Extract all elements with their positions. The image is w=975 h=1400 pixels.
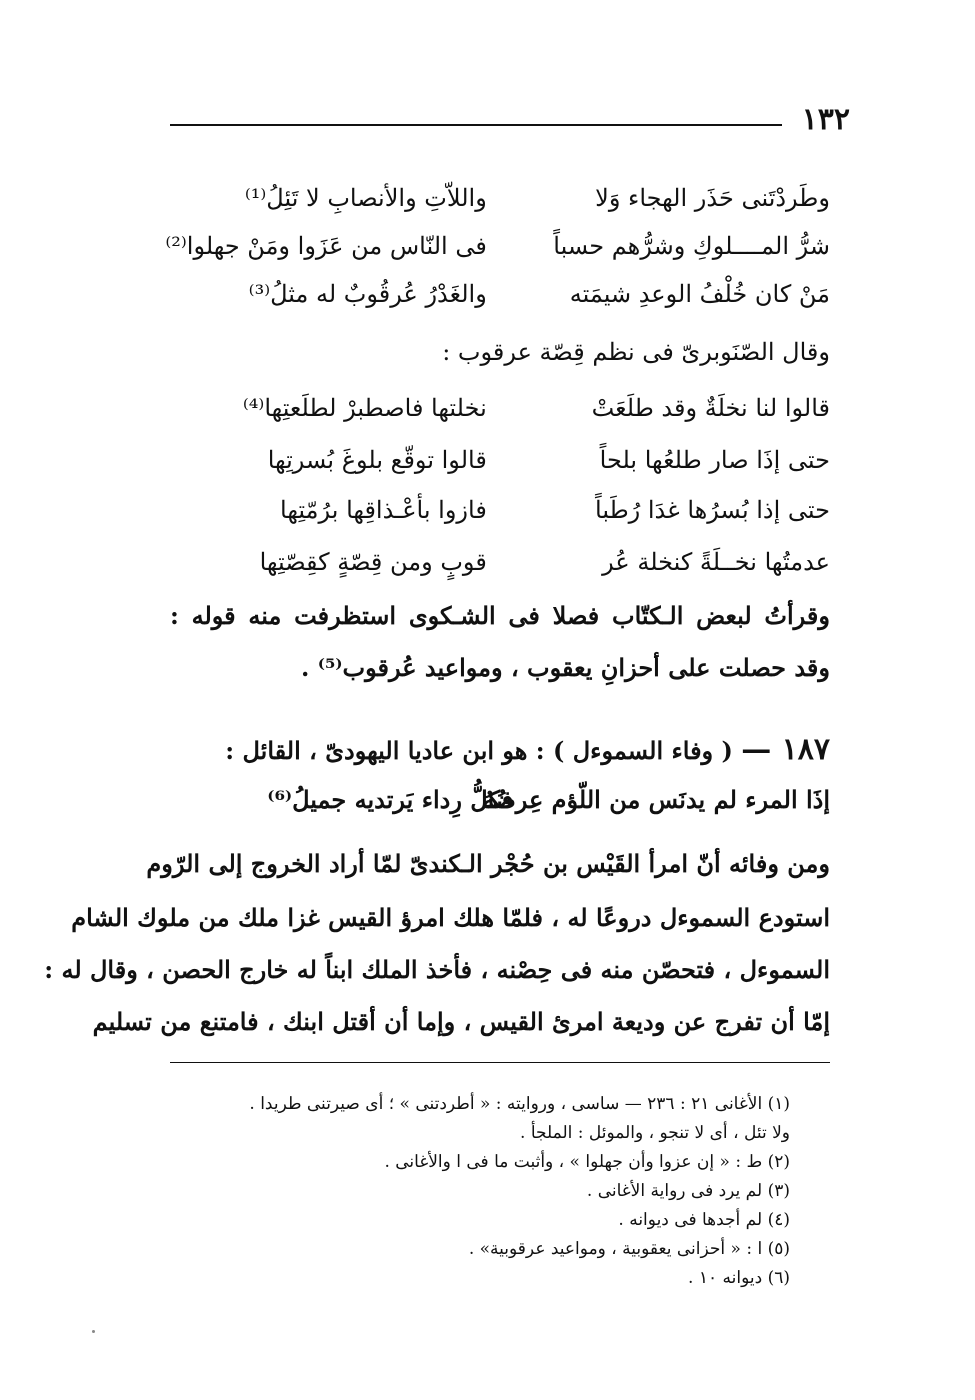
footnote: (٤) لم أجدها فى ديوانه . — [618, 1210, 790, 1230]
footnote: (٢) ط : « إن عزوا وأن جهلوا » ، وأثبت ما فى ا والأغانى . — [384, 1152, 790, 1172]
verse-first-hemistich: عدمتُها نخــلَةً كنخلة عُر — [602, 548, 830, 576]
verse-second-hemistich: قالوا توقّع بلوغَ بُسرتِها — [267, 446, 487, 474]
footnotes — [170, 1090, 790, 1293]
entry-heading — [170, 728, 830, 773]
page-number: ١٣٢ — [801, 102, 850, 137]
verse — [170, 438, 830, 484]
verse — [170, 778, 830, 824]
verse-first-hemistich: مَنْ كان خُلْفُ الوعدِ شيمَته — [569, 280, 830, 308]
verse-first-hemistich: شرُّ المــــلوكِ وشرُّهم حسباً — [553, 232, 830, 260]
verse-second-hemistich: قوبٍ ومن قِصّةٍ كقِصّتِها — [259, 548, 487, 576]
paragraph-line: استودع السموءل دروعًا له ، فلمّا هلك امرؤ القيس غزا ملك من ملوك الشام — [71, 903, 830, 932]
footnote: ولا تئل ، أى لا تنجو ، والموئل : الملجأ . — [520, 1123, 790, 1143]
entry-number: ١٨٧ — — [741, 732, 830, 767]
verse — [170, 540, 830, 586]
header-rule — [170, 124, 782, 126]
verse-second-hemistich: واللاّتِ والأنصابِ لا تَئِلُ⁽¹⁾ — [244, 184, 487, 212]
verse — [170, 176, 830, 222]
verse-second-hemistich: والغَدْرُ عُرقُوبٌ له مثلُ⁽³⁾ — [248, 280, 487, 308]
verse — [170, 386, 830, 432]
verse — [170, 272, 830, 318]
paragraph-line: إمّا أن تفرج عن وديعة امرئ القيس ، وإما أن أقتل ابنك ، فامتنع من تسليم — [92, 1007, 830, 1036]
verse-second-hemistich: نخلتها فاصطبرْ لطلَعتِها⁽⁴⁾ — [242, 394, 487, 422]
paragraph-line: السموءل ، فتحصّن منه فى حِصْنه ، فأخذ الملك ابناً له خارج الحصن ، وقال له : — [44, 955, 830, 984]
footnote: (٣) لم يرد فى رواية الأغانى . — [586, 1181, 790, 1201]
footnote: (٦) ديوانه ١٠ . — [688, 1268, 790, 1288]
verse — [165, 224, 830, 270]
paragraph: وقرأتُ لبعض الـكتّاب فصلا فى الشـكوى استظرفت منه قوله : وقد حصلت على أحزانِ يعقوب ، ومواعيد عُرقوب⁽⁵⁾ . — [170, 601, 830, 682]
paragraph-line: ومن وفائه أنّ امرأ القَيْس بن حُجْر الـكندىّ لمّا أراد الخروج إلى الرّوم — [146, 849, 830, 878]
footnote: (٥) ا : « أحزانى يعقوبية ، ومواعيد عرقوبية» . — [468, 1239, 790, 1259]
intro-line: وقال الصّنَوبرىّ فى نظم قِصّة عرقوب : — [442, 338, 830, 366]
verse-second-hemistich: فى النّاس من عَزَوا ومَنْ جهلوا⁽²⁾ — [165, 232, 487, 260]
margin-dot — [92, 1330, 95, 1333]
verse-first-hemistich: حتى إذَا صار طلعُها بلحاً — [599, 446, 830, 474]
verse-first-hemistich: وطَردْتَنى حَذَر الهجاء وَلا — [595, 184, 830, 212]
verse — [170, 488, 830, 534]
verse-first-hemistich: قالوا لنا نخلَةٌ وقد طلَعَتْ — [591, 394, 830, 422]
footnote-rule — [170, 1062, 830, 1063]
verse-first-hemistich: إذَا المرء لم يدنَس من اللّؤم عِرضُهُ — [482, 785, 830, 814]
verse-second-hemistich: فازوا بأعْـذاقِها برُمّتِها — [280, 496, 487, 524]
footnote: (١) الأغانى ٢١ : ٢٣٦ — ساسى ، وروايته : « أطردتنى » ؛ أى صيرتنى طريدا . — [249, 1094, 790, 1114]
entry-title: ( وفاء السموءل ) : هو ابن عاديا اليهودىّ ، القائل : — [225, 736, 733, 765]
verse-second-hemistich: فكلُّ رِداء يَرتديه جميلُ⁽⁶⁾ — [267, 785, 514, 814]
verse-first-hemistich: حتى إذا بُسرُها غدَا رُطَباً — [595, 496, 830, 524]
